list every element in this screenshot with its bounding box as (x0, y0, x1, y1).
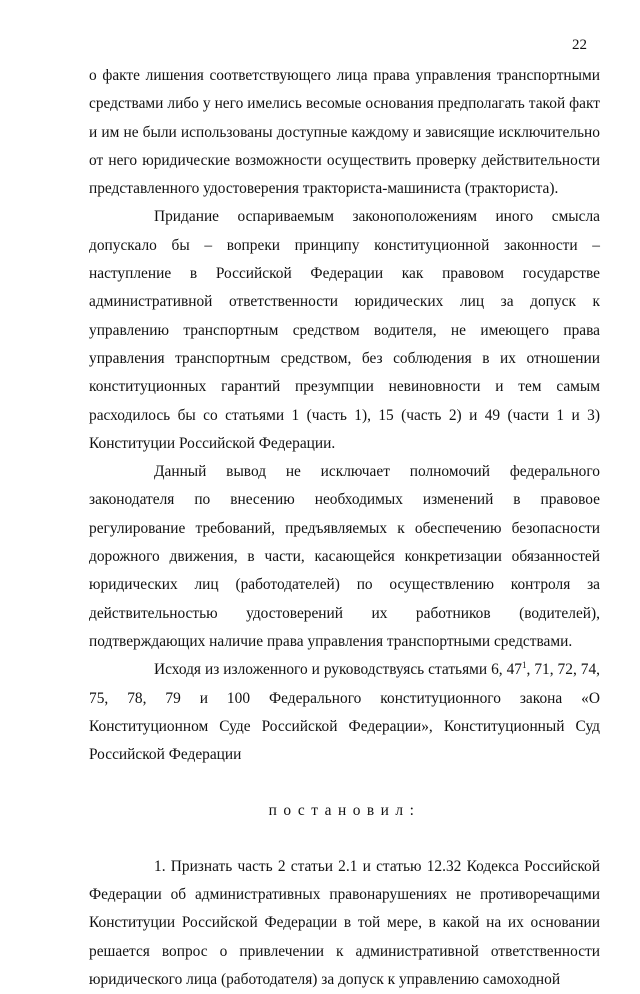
paragraph-legislator-powers: Данный вывод не исключает полномочий федерального законодателя по внесению необходимых изменений в правовое регулирование требований, предъявляемых к обеспечению безопасности дорожного движения, в части, касающейся конкретизации обязанностей юридических лиц (работодателей) по осуществлению контроля за действительностью удостоверений их работников (водителей), подтверждающих наличие права управления транспортными средствами. (89, 463, 600, 650)
paragraph-resolution-item-1: 1. Признать часть 2 статьи 2.1 и статью 12.32 Кодекса Российской Федерации об административных правонарушениях не противоречащими Конституции Российской Федерации в той мере, в какой на их основании решается вопрос о привлечении к административной ответственности юридического лица (работодателя) за допуск к управлению самоходной (89, 857, 600, 988)
document-body (89, 62, 600, 994)
grounds-text-start: Исходя из изложенного и руководствуясь статьями 6, 47 (154, 661, 523, 679)
page-number: 22 (572, 37, 587, 53)
article-superscript: 1 (522, 660, 527, 671)
grounds-text-end: , 71, 72, 74, 75, 78, 79 и 100 Федерального конституционного закона «О Конституционном Суде Российской Федерации», Конституционный Суд Российской Федерации (89, 661, 600, 764)
paragraph-continuation: о факте лишения соответствующего лица права управления транспортными средствами либо у него имелись весомые основания предполагать такой факт и им не были использованы доступные каждому и зависящие исключительно от него юридические возможности осуществить проверку действительности представленного удостоверения тракториста-машиниста (тракториста). (89, 67, 600, 198)
paragraph-interpretation: Придание оспариваемым законоположениям иного смысла допускало бы – вопреки принципу конституционной законности – наступление в Российской Федерации как правовом государстве административной ответственности юридических лиц за допуск к управлению транспортным средством водителя, не имеющего права управления транспортным средством, без соблюдения в их отношении конституционных гарантий презумпции невиновности и тем самым расходилось бы со статьями 1 (часть 1), 15 (часть 2) и 49 (части 1 и 3) Конституции Российской Федерации. (89, 208, 600, 452)
paragraph-grounds (89, 656, 600, 769)
resolution-heading: постановил: (268, 802, 421, 820)
